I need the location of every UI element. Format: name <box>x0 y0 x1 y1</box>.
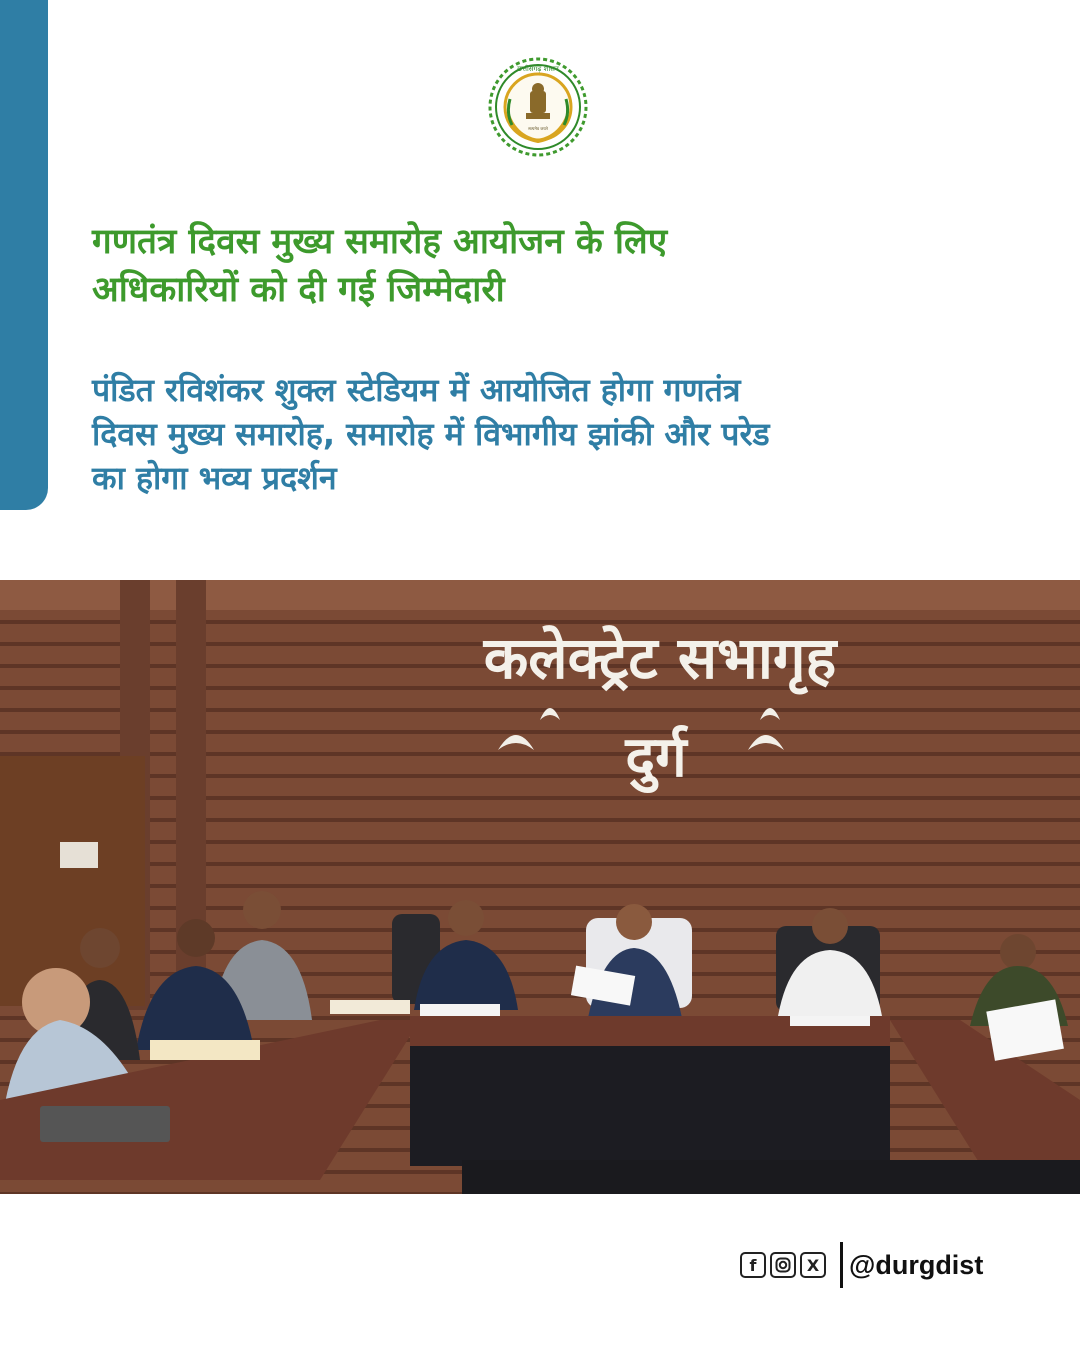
instagram-icon[interactable] <box>770 1252 796 1278</box>
left-accent-bar <box>0 0 48 510</box>
x-icon[interactable]: X <box>800 1252 826 1278</box>
wall-sign-subtitle: दुर्ग <box>625 725 687 790</box>
headline-line-2: अधिकारियों को दी गई जिम्मेदारी <box>92 270 505 310</box>
wall-sign-title: कलेक्ट्रेट सभागृह <box>483 624 837 692</box>
meeting-photo <box>0 580 1080 1194</box>
seal-arc-text: छत्तीसगढ़ शासन <box>517 65 559 73</box>
subhead-line-2: दिवस मुख्य समारोह, समारोह में विभागीय झांकी और परेड <box>92 415 770 453</box>
headline-line-1: गणतंत्र दिवस मुख्य समारोह आयोजन के लिए <box>92 222 668 262</box>
subhead-line-1: पंडित रविशंकर शुक्ल स्टेडियम में आयोजित होगा गणतंत्र <box>92 371 741 409</box>
social-footer <box>740 1240 983 1290</box>
social-divider <box>840 1242 843 1288</box>
seal-motto: सत्यमेव जयते <box>528 126 548 131</box>
chhattisgarh-government-seal <box>486 55 590 159</box>
subheadline <box>92 368 1012 500</box>
subhead-line-3: का होगा भव्य प्रदर्शन <box>92 459 337 497</box>
headline <box>92 218 992 314</box>
social-handle[interactable]: @durgdist <box>849 1249 984 1280</box>
facebook-icon[interactable]: f <box>740 1252 766 1278</box>
